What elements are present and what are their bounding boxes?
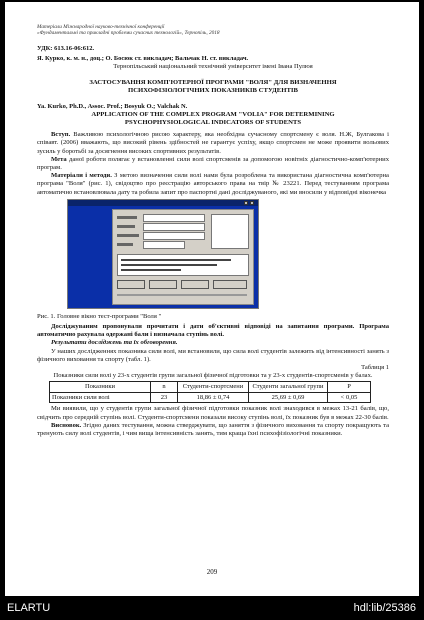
minimize-icon (244, 201, 248, 205)
answer-button (213, 280, 247, 289)
intro-lead: Вступ. (51, 131, 71, 139)
authors-en: Ya. Kurko, Ph.D., Assoc. Prof.; Bosyuk O.; Valchak N. (37, 102, 188, 110)
form-label (117, 243, 133, 246)
goal-text: даної роботи полягає у встановленні сили волі спортсменів за допомогою новітніх діагностично-комп'ютерних програм. (37, 155, 389, 172)
form-label (117, 225, 135, 228)
table-cell: Показники сили волі (50, 392, 151, 403)
answer-button (117, 280, 145, 289)
methods-paragraph (37, 172, 389, 197)
program-dialog-panel (112, 209, 254, 305)
answer-button (181, 280, 209, 289)
table-header-cell: P (328, 382, 371, 393)
form-label (117, 216, 137, 219)
table-cell: 18,86 ± 0,74 (178, 392, 249, 403)
table-header-cell: n (151, 382, 178, 393)
footer-source-label: ELARTU (7, 602, 51, 614)
answer-button (149, 280, 177, 289)
table-caption: Показники сили волі у 23-х студентів групи загальної фізичної підготовки та у 23-х студентів-спортсменів у балах. (53, 372, 373, 380)
question-line (121, 264, 217, 266)
udk-code: УДК: 613.16-06:612. (37, 44, 95, 52)
conference-header (37, 24, 389, 37)
form-label (117, 234, 139, 237)
question-line (121, 269, 181, 271)
goal-lead: Мета (51, 155, 67, 163)
discussion-paragraph: Ми виявили, що у студентів групи загальної фізичної підготовки показник волі знаходився в межах 13-21 балів, що, свідчить про середній ступінь волі. Студенти-спортсмени показали високу ступінь волі, їх показник був в межах 22-30 балів. (37, 405, 389, 421)
question-line (121, 259, 231, 261)
table-row (50, 392, 371, 403)
goal-paragraph (37, 156, 389, 172)
results-heading: Результати досліджень та їх обговорення. (51, 339, 178, 347)
conclusion-lead: Висновок. (51, 421, 82, 429)
table-header-cell: Студенти загальної групи (249, 382, 328, 393)
conference-line-1: Матеріали Міжнародної науково-технічної конференції (37, 24, 165, 30)
table-header-row (50, 382, 371, 393)
table-number: Таблиця 1 (361, 364, 389, 372)
results-table (49, 381, 371, 403)
date-box (211, 214, 249, 249)
title-en: APPLICATION OF THE COMPLEX PROGRAM "VOLIA" FOR DETERMINING PSYCHOPHYSIOLOGICAL INDICATORS OF STUDENTS (91, 110, 335, 127)
status-line (117, 294, 247, 296)
question-box (117, 254, 249, 276)
table-cell: 25,69 ± 0,69 (249, 392, 328, 403)
table-header-cell: Студенти-спортсмени (178, 382, 249, 393)
procedure-paragraph: Досліджуваним пропонували прочитати і дати об'єктивні відповіді на запитання програми. Програма автоматично рахувала одержані бали і визначала ступінь волі. (37, 323, 389, 339)
methods-text: З метою визначення сили волі нами була розроблена та використана діагностична комп'ютерна програма "Воля" (рис. 1), свідоцтво про реєстрацію авторського права на твір № 23221. Перед тестуванням програма автоматично встановлювала дату та робила запит про паспортні дані досліджуваного, які ми вносили у відповідні віконечка (37, 172, 389, 196)
authors-uk: Я. Курко, к. м. н., доц.; О. Босюк ст. викладач; Вальчак Н. ст. викладач. (37, 55, 249, 63)
close-icon (250, 201, 254, 205)
form-field (143, 214, 205, 222)
footer-handle: hdl:lib/25386 (353, 602, 416, 614)
affiliation: Тернопільський національний технічний університет імені Івана Пулюя (113, 63, 313, 71)
figure-caption: Рис. 1. Головне вікно тест-програми "Воля " (37, 312, 162, 320)
intro-paragraph (37, 131, 389, 156)
intro-text: Важливою психологічною рисою характеру, яка необхідна сучасному спортсмену є воля. Н.Ж, Булгакова і співавт. (2006) вважають, що високий рівень здібностей не гарантує успіху, якщо спортсмен не може проявити вольових зусиль у боротьбі за досягнення високих спортивних результатів. (37, 131, 389, 155)
results-paragraph: У наших дослідженнях показника сили волі, ми встановили, що сила волі студентів залежить від інтенсивності занять з фізичного виховання та спорту (табл. 1). (37, 347, 389, 363)
page-number: 209 (206, 568, 218, 576)
conclusion-text: Згідно даних тестування, можна стверджувати, що заняття з фізичного виховання та спорту покращують та тренують силу волі студентів, і чим вища інтенсивність занять, тим краща їхні психофізіологічні показники. (37, 421, 389, 438)
form-field (143, 241, 185, 249)
conclusion-paragraph (37, 422, 389, 438)
conference-line-2: «Фундаментальні та прикладні проблеми сучасних технологій», Тернопіль, 2018 (37, 30, 220, 37)
form-field (143, 223, 205, 231)
form-field (143, 232, 205, 240)
methods-lead: Матеріали і методи. (51, 172, 112, 180)
program-screenshot-figure (67, 199, 259, 309)
document-page (5, 2, 419, 596)
table-cell: < 0,05 (328, 392, 371, 403)
title-uk: ЗАСТОСУВАННЯ КОМП'ЮТЕРНОЇ ПРОГРАМИ "ВОЛЯ" ДЛЯ ВИЗНАЧЕННЯ ПСИХОФІЗІОЛОГІЧНИХ ПОКАЗНИКІВ СТУДЕНТІВ (89, 79, 337, 95)
table-header-cell: Показники (50, 382, 151, 393)
table-cell: 23 (151, 392, 178, 403)
window-titlebar (68, 200, 258, 206)
